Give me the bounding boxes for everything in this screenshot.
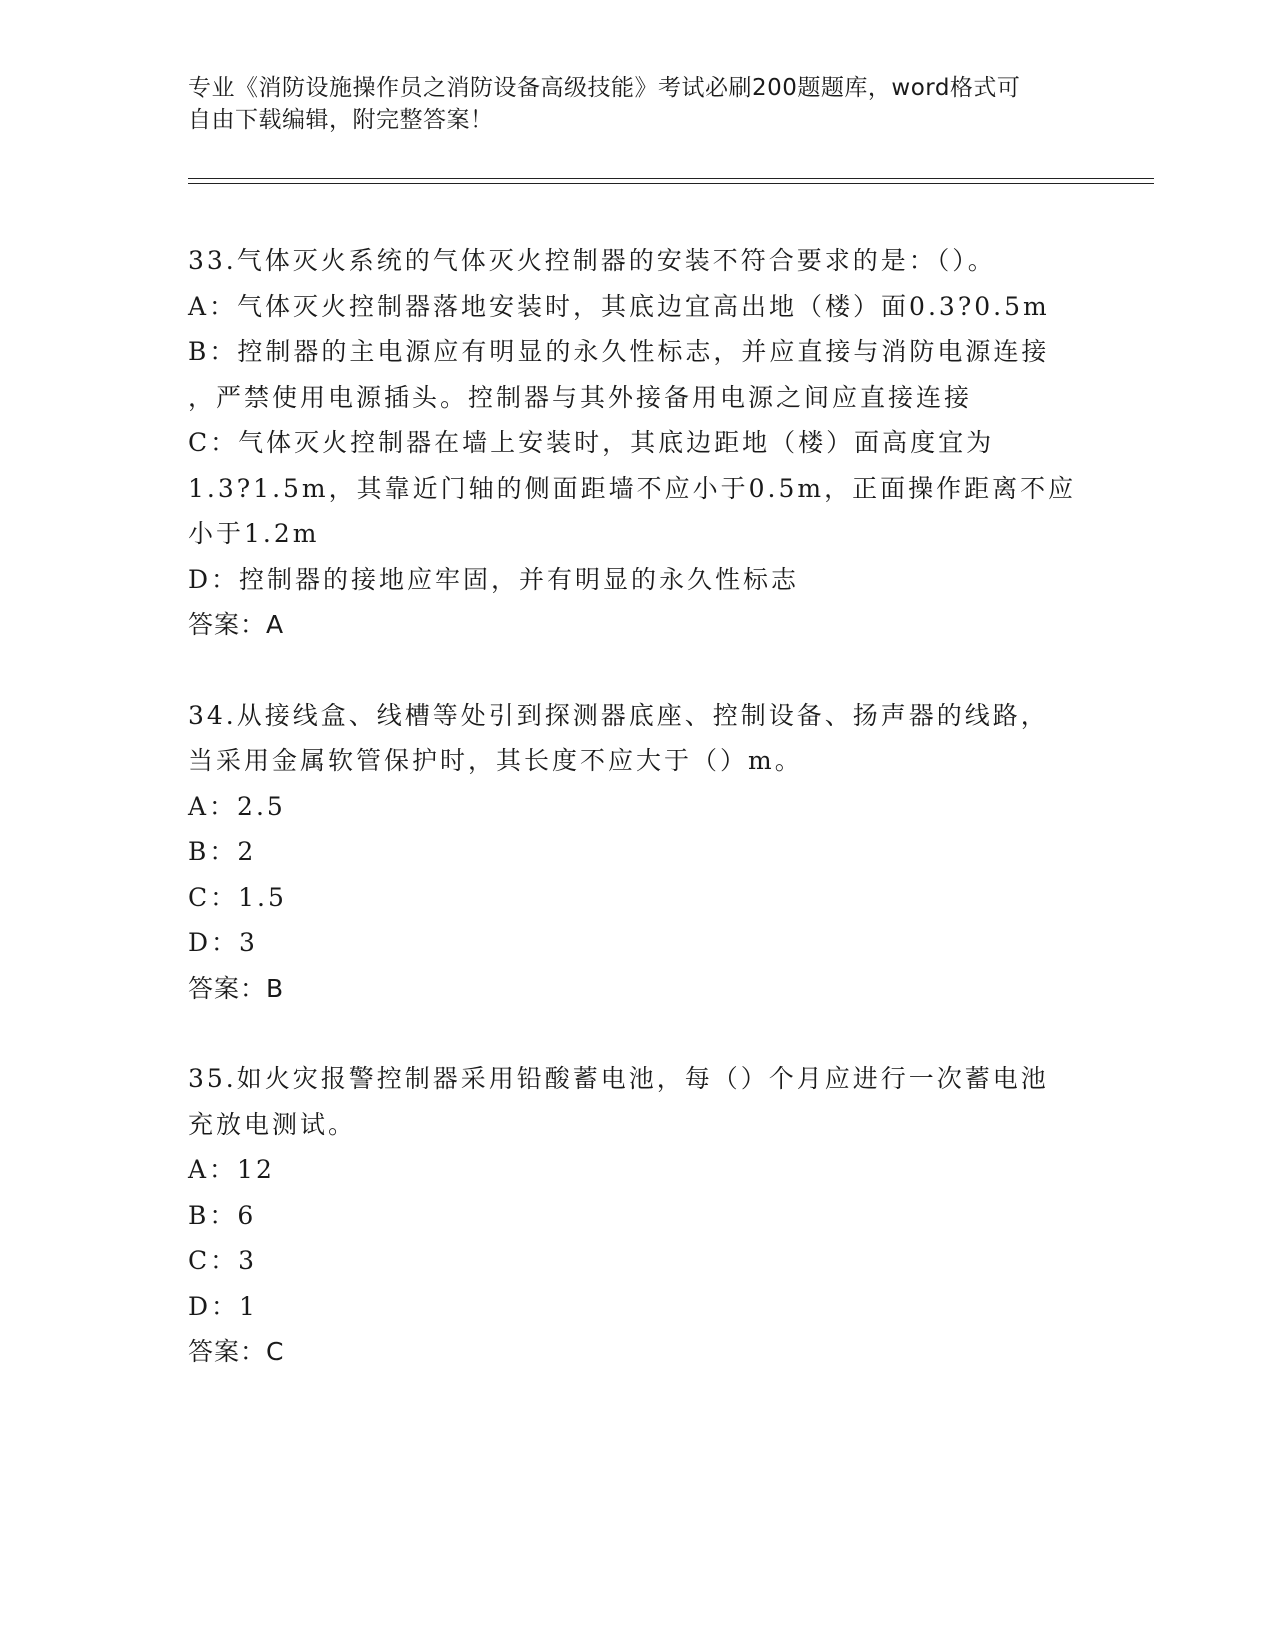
option-line: 1.3?1.5m，其靠近门轴的侧面距墙不应小于0.5m，正面操作距离不应: [188, 473, 1077, 503]
header-divider-bottom: [188, 183, 1154, 184]
header-line-1: 专业《消防设施操作员之消防设备高级技能》考试必刷200题题库，word格式可: [188, 75, 1021, 101]
question-spacer: [188, 1011, 1108, 1056]
question-list: [188, 238, 1108, 1375]
option-line: C：3: [188, 1246, 258, 1275]
answer-label: 答案：C: [188, 1337, 285, 1366]
option-line: C：1.5: [188, 882, 287, 912]
option-line: A：12: [188, 1155, 275, 1184]
option-line: B：2: [188, 837, 257, 866]
option-line: B：6: [188, 1200, 257, 1230]
question-stem: 35.如火灾报警控制器采用铅酸蓄电池，每（）个月应进行一次蓄电池: [188, 1064, 1049, 1093]
option-line: D：控制器的接地应牢固，并有明显的永久性标志: [188, 564, 800, 594]
question-stem: 34.从接线盒、线槽等处引到探测器底座、控制设备、扬声器的线路，: [188, 700, 1049, 730]
option-line: ，严禁使用电源插头。控制器与其外接备用电源之间应直接连接: [188, 382, 973, 412]
question-34: [188, 693, 1108, 1012]
option-line: D：3: [188, 928, 258, 957]
option-line: A：2.5: [188, 791, 286, 821]
option-line: 小于1.2m: [188, 519, 320, 548]
question-spacer: [188, 648, 1108, 693]
document-header: [188, 72, 1088, 136]
option-line: C：气体灭火控制器在墙上安装时，其底边距地（楼）面高度宜为: [188, 428, 995, 457]
option-line: B：控制器的主电源应有明显的永久性标志，并应直接与消防电源连接: [188, 337, 1050, 366]
option-line: D：1: [188, 1291, 258, 1321]
answer-label: 答案：B: [188, 973, 285, 1003]
header-divider-top: [188, 178, 1154, 179]
header-line-2: 自由下载编辑，附完整答案！: [188, 107, 494, 133]
question-stem: 当采用金属软管保护时，其长度不应大于（）m。: [188, 746, 803, 775]
question-stem: 33.气体灭火系统的气体灭火控制器的安装不符合要求的是：（）。: [188, 246, 996, 275]
question-33: [188, 238, 1108, 648]
option-line: A：气体灭火控制器落地安装时，其底边宜高出地（楼）面0.3?0.5m: [188, 291, 1050, 321]
question-35: [188, 1056, 1108, 1375]
question-stem: 充放电测试。: [188, 1109, 357, 1139]
answer-label: 答案：A: [188, 610, 285, 639]
